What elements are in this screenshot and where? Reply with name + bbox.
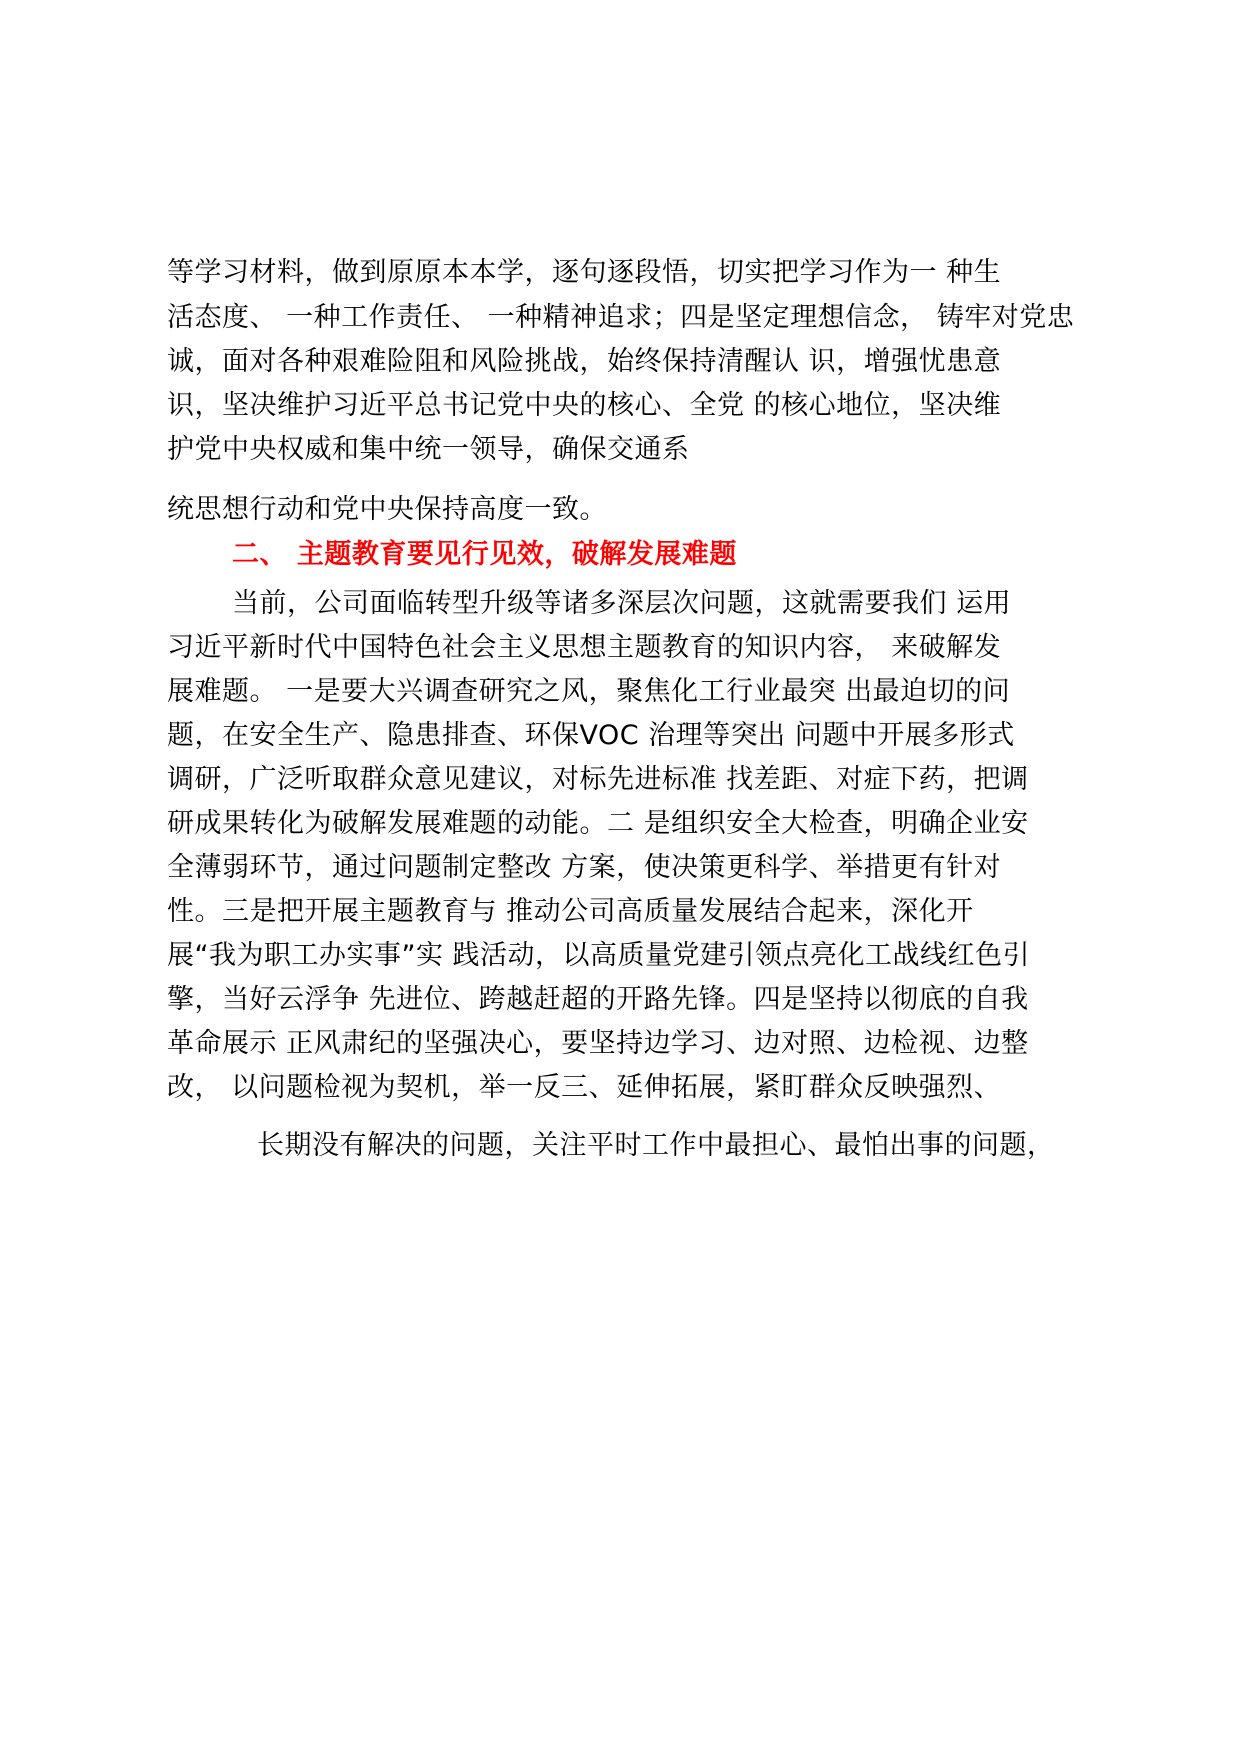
text-line: 识，坚决维护习近平总书记党中央的核心、全党 的核心地位，坚决维 [167,390,1002,421]
text-line: 护党中央权威和集中统一领导，确保交通系 [167,434,690,465]
text-line: 调研，广泛听取群众意见建议，对标先进标准 找差距、对症下药，把调 [167,764,1029,795]
text-line: 展难题。 一是要大兴调查研究之风，聚焦化工行业最突 出最迫切的问 [167,676,1011,707]
text-line: 活态度、 一种工作责任、 一种精神追求；四是坚定理想信念， 铸牢对党忠 [167,302,1075,333]
text-line: 诚，面对各种艰难险阻和风险挑战，始终保持清醒认 识，增强忧患意 [167,346,1002,377]
text-line: 革命展示 正风肃纪的坚强决心，要坚持边学习、边对照、边检视、边整 [167,1028,1029,1059]
text-line: 当前，公司面临转型升级等诸多深层次问题，这就需要我们 运用 [232,588,1012,619]
text-line: 改， 以问题检视为契机，举一反三、延伸拓展，紧盯群众反映强烈、 [167,1072,1002,1103]
text-line: 长期没有解决的问题，关注平时工作中最担心、最怕出事的问题， [257,1130,1055,1161]
text-line: 擎，当好云浮争 先进位、跨越赶超的开路先锋。四是坚持以彻底的自我 [167,984,1029,1015]
text-line: 等学习材料，做到原原本本学，逐句逐段悟，切实把学习作为一 种生 [167,257,1002,288]
section-heading: 二、 主题教育要见行见效，破解发展难题 [232,539,737,570]
text-line: 题，在安全生产、隐患排查、环保VOC 治理等突出 问题中开展多形式 [167,720,1015,751]
text-line: 全薄弱环节，通过问题制定整改 方案，使决策更科学、举措更有针对 [167,852,1002,883]
text-line: 展“我为职工办实事”实 践活动，以高质量党建引领点亮化工战线红色引 [167,940,1031,971]
text-line: 研成果转化为破解发展难题的动能。二 是组织安全大检查，明确企业安 [167,808,1029,839]
text-line: 性。三是把开展主题教育与 推动公司高质量发展结合起来，深化开 [167,896,974,927]
text-line: 习近平新时代中国特色社会主义思想主题教育的知识内容， 来破解发 [167,632,1002,663]
text-line: 统思想行动和党中央保持高度一致。 [167,494,607,525]
